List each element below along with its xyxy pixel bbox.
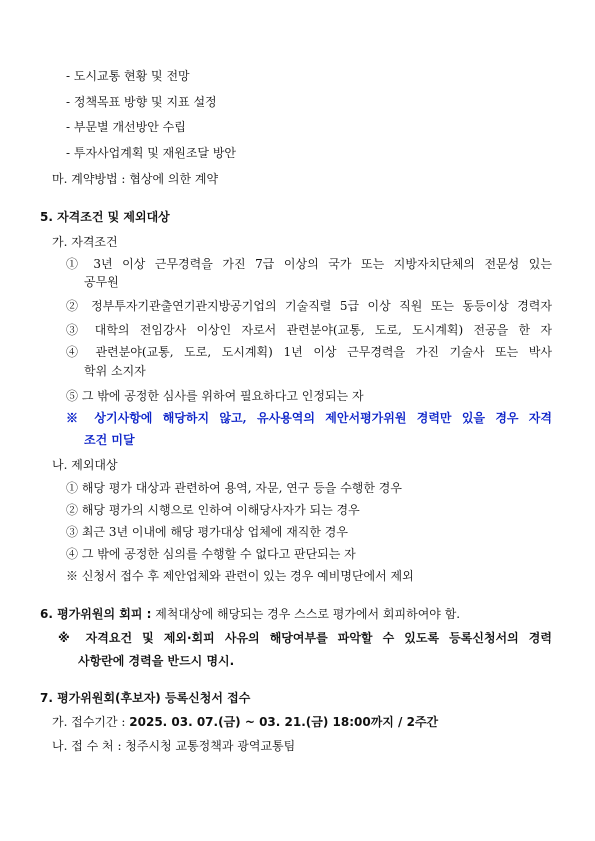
- list-item: ① 해당 평가 대상과 관련하여 용역, 자문, 연구 등을 수행한 경우: [66, 481, 402, 495]
- section-5-a-label: 가. 자격조건: [52, 235, 118, 249]
- list-item: ③ 최근 3년 이내에 해당 평가대상 업체에 재직한 경우: [66, 525, 348, 539]
- qualification-note: ※ 상기사항에 해당하지 않고, 유사용역의 제안서평가위원 경력만 있을 경우 자격: [66, 411, 552, 425]
- reception-period: [52, 714, 438, 730]
- avoidance-note-cont: 사항란에 경력을 반드시 명시.: [78, 654, 235, 668]
- section-5-title: 5. 자격조건 및 제외대상: [40, 210, 170, 224]
- section-6-text: 제척대상에 해당되는 경우 스스로 평가에서 회피하여야 함.: [151, 607, 461, 621]
- list-item: ④ 관련분야(교통, 도로, 도시계획) 1년 이상 근무경력을 가진 기술사 또는 박사: [66, 345, 552, 359]
- list-item: ⑤ 그 밖에 공정한 심사를 위하여 필요하다고 인정되는 자: [66, 389, 364, 403]
- list-item: - 정책목표 방향 및 지표 설정: [66, 95, 217, 109]
- section-7-title: 7. 평가위원회(후보자) 등록신청서 접수: [40, 691, 251, 705]
- list-item: ④ 그 밖에 공정한 심의를 수행할 수 없다고 판단되는 자: [66, 547, 356, 561]
- list-item: ③ 대학의 전임강사 이상인 자로서 관련분야(교통, 도로, 도시계획) 전공을 한 자: [66, 323, 552, 337]
- exclusion-note: ※ 신청서 접수 후 제안업체와 관련이 있는 경우 예비명단에서 제외: [66, 569, 414, 583]
- section-5-b-label: 나. 제외대상: [52, 458, 118, 472]
- list-item: ① 3년 이상 근무경력을 가진 7급 이상의 국가 또는 지방자치단체의 전문성 있는: [66, 257, 552, 271]
- section-6-line: [40, 606, 460, 622]
- list-item: ② 해당 평가의 시행으로 인하여 이해당사자가 되는 경우: [66, 503, 360, 517]
- qualification-note-cont: 조건 미달: [84, 433, 135, 447]
- list-item: 학위 소지자: [84, 364, 146, 378]
- list-item: 공무원: [84, 275, 119, 289]
- list-item: - 부문별 개선방안 수립: [66, 120, 186, 134]
- section-6-title: 6. 평가위원의 회피 :: [40, 607, 152, 621]
- contract-method: 마. 계약방법 : 협상에 의한 계약: [52, 172, 219, 186]
- reception-period-value: 2025. 03. 07.(금) ~ 03. 21.(금) 18:00까지 / 2주간: [129, 715, 439, 729]
- avoidance-note: ※ 자격요건 및 제외·회피 사유의 해당여부를 파악할 수 있도록 등록신청서의 경력: [58, 631, 552, 645]
- list-item: - 도시교통 현황 및 전망: [66, 69, 190, 83]
- reception-period-label: 가. 접수기간 :: [52, 715, 130, 729]
- reception-place: 나. 접 수 처 : 청주시청 교통정책과 광역교통팀: [52, 739, 296, 753]
- list-item: - 투자사업계획 및 재원조달 방안: [66, 146, 237, 160]
- list-item: ② 정부투자기관출연기관지방공기업의 기술직렬 5급 이상 직원 또는 동등이상 경력자: [66, 299, 552, 313]
